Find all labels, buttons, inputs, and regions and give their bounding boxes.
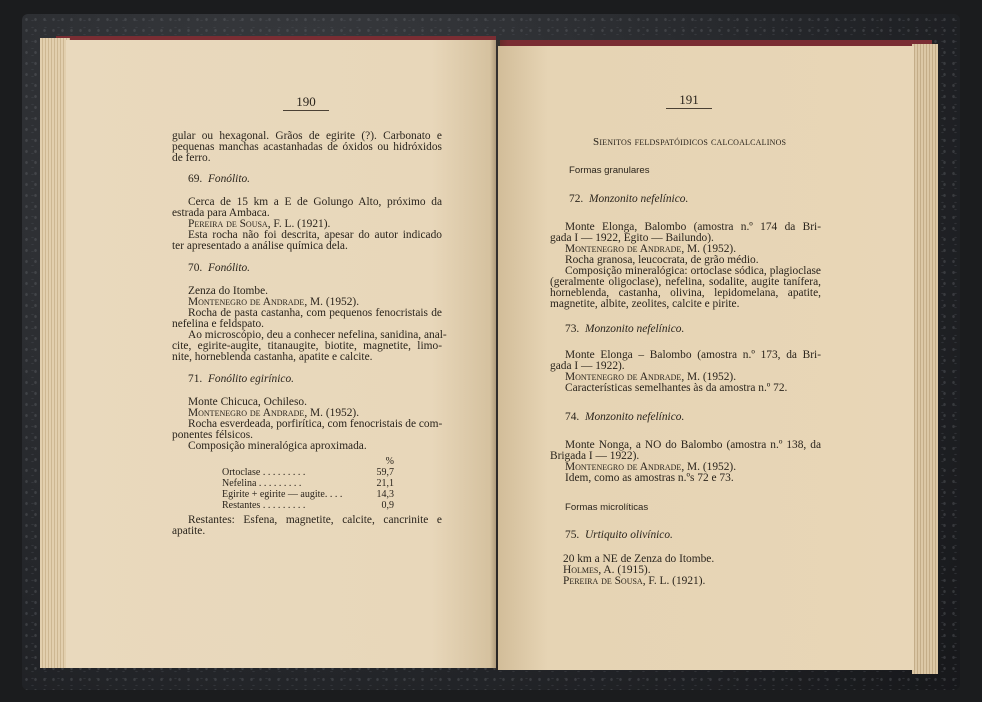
text-line: Idem, como as amostras n.ºs 72 e 73. bbox=[565, 472, 734, 484]
page-number-rule bbox=[666, 108, 712, 109]
entry-heading-69: 69. Fonólito. bbox=[188, 173, 251, 185]
text-line: Monte Elonga, Balombo (amostra n.º 174 da Bri- bbox=[565, 221, 821, 233]
entry-heading-75: 75. Urtiquito olivínico. bbox=[565, 529, 673, 541]
table-header: % bbox=[385, 456, 394, 467]
subheading-microlitic: Formas microlíticas bbox=[565, 502, 649, 513]
entry-heading-74: 74. Monzonito nefelínico. bbox=[565, 411, 685, 423]
text-line: ponentes félsicos. bbox=[172, 429, 253, 441]
section-title: Sienitos feldspatóidicos calcoalcalinos bbox=[593, 136, 787, 148]
text-line: estrada para Ambaca. bbox=[172, 207, 270, 219]
text-line: Restantes: Esfena, magnetite, calcite, cancrinite e bbox=[188, 514, 442, 526]
text-line: apatite. bbox=[172, 525, 206, 537]
reference: Montenegro de Andrade, M. (1952). bbox=[188, 296, 360, 308]
text-line: Monte Elonga – Balombo (amostra n.º 173, da Bri- bbox=[565, 349, 821, 361]
text-line: Zenza do Itombe. bbox=[188, 285, 269, 297]
reference: Pereira de Sousa, F. L. (1921). bbox=[188, 218, 331, 230]
text-line: gada I — 1922). bbox=[550, 360, 625, 372]
table-row: Ortoclase . . . . . . . . . 59,7 bbox=[222, 467, 394, 478]
entry-heading-73: 73. Monzonito nefelínico. bbox=[565, 323, 685, 335]
text-line: cite, egirite-augite, titanaugite, biotite, magnetite, limo- bbox=[172, 340, 442, 352]
reference: Montenegro de Andrade, M. (1952). bbox=[565, 243, 737, 255]
reference: Pereira de Sousa, F. L. (1921). bbox=[563, 575, 706, 587]
text-line: Ao microscópio, deu a conhecer nefelina, sanidina, anal- bbox=[188, 329, 447, 341]
table-row: Nefelina . . . . . . . . . 21,1 bbox=[222, 478, 394, 489]
reference: Holmes, A. (1915). bbox=[563, 564, 651, 576]
text-line: Monte Nonga, a NO do Balombo (amostra n.º 138, da bbox=[565, 439, 821, 451]
text-line: Brigada I — 1922). bbox=[550, 450, 640, 462]
entry-heading-72: 72. Monzonito nefelínico. bbox=[569, 193, 689, 205]
text-line: de ferro. bbox=[172, 152, 211, 164]
text-line: Cerca de 15 km a E de Golungo Alto, próximo da bbox=[188, 196, 442, 208]
table-row: Restantes . . . . . . . . . 0,9 bbox=[222, 500, 394, 511]
reference: Montenegro de Andrade, M. (1952). bbox=[188, 407, 360, 419]
text-line: nefelina e feldspato. bbox=[172, 318, 265, 330]
text-line: ter apresentado a análise química dela. bbox=[172, 240, 348, 252]
text-line: Rocha granosa, leucocrata, de grão médio. bbox=[565, 254, 759, 266]
text-line: 20 km a NE de Zenza do Itombe. bbox=[563, 553, 715, 565]
text-line: Composição mineralógica aproximada. bbox=[188, 440, 367, 452]
text-line: Esta rocha não foi descrita, apesar do autor indicado bbox=[188, 229, 442, 241]
text-line: horneblenda, castanha, olivina, lepidomelana, apatite, bbox=[550, 287, 821, 299]
text-line: Características semelhantes às da amostra n.º 72. bbox=[565, 382, 788, 394]
entry-heading-71: 71. Fonólito egirínico. bbox=[188, 373, 295, 385]
right-page bbox=[498, 46, 914, 670]
text-line: gada I — 1922, Egito — Bailundo). bbox=[550, 232, 714, 244]
text-line: gular ou hexagonal. Grãos de egirite (?). Carbonato e bbox=[172, 130, 442, 142]
text-line: Composição mineralógica: ortoclase sódica, plagioclase bbox=[565, 265, 821, 277]
right-page-stack bbox=[912, 44, 938, 674]
text-line: Monte Chicuca, Ochileso. bbox=[188, 396, 307, 408]
text-line: Rocha de pasta castanha, com pequenos fenocristais de bbox=[188, 307, 442, 319]
text-line: (geralmente oligoclase), nefelina, sodalite, augite tanífera, bbox=[550, 276, 821, 288]
composition-table bbox=[222, 456, 394, 511]
reference: Montenegro de Andrade, M. (1952). bbox=[565, 461, 737, 473]
reference: Montenegro de Andrade, M. (1952). bbox=[565, 371, 737, 383]
page-number-rule bbox=[283, 110, 329, 111]
text-line: magnetite, albite, zeolites, calcite e pirite. bbox=[550, 298, 740, 310]
table-row: Egirite + egirite — augite. . . . 14,3 bbox=[222, 489, 394, 500]
page-number: 191 bbox=[679, 92, 699, 107]
text-line: Rocha esverdeada, porfirítica, com fenocristais de com- bbox=[188, 418, 443, 430]
text-line: pequenas manchas acastanhadas de óxidos ou hidróxidos bbox=[172, 141, 442, 153]
subheading-granular: Formas granulares bbox=[569, 165, 650, 176]
left-page bbox=[66, 40, 496, 668]
page-number: 190 bbox=[296, 94, 316, 109]
entry-heading-70: 70. Fonólito. bbox=[188, 262, 251, 274]
text-line: nite, horneblenda castanha, apatite e calcite. bbox=[172, 351, 373, 363]
